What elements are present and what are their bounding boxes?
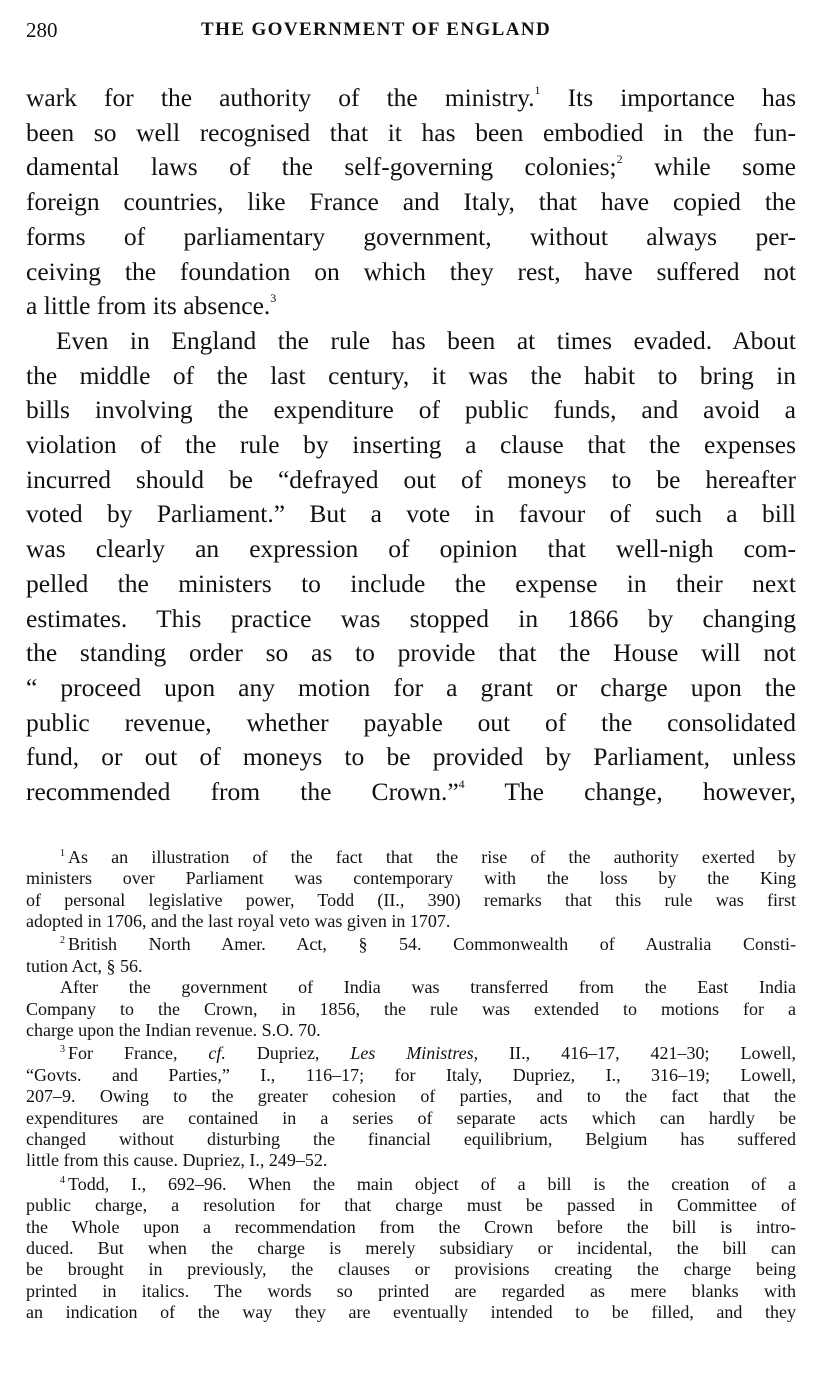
footnote-line: of personal legislative power, Todd (II., 390) remarks that this rule was first (26, 889, 796, 910)
footnote-marker: 4 (60, 1174, 65, 1186)
text-line: damental laws of the self-governing colonies;$^2$ while some (26, 152, 796, 182)
footnote-4 (26, 1174, 796, 1324)
footnote-line: an indication of the way they are eventually intended to be filled, and they (26, 1302, 796, 1323)
text-line: “ proceed upon any motion for a grant or charge upon the (26, 672, 796, 702)
text-line: incurred should be “defrayed out of moneys to be hereafter (26, 464, 796, 494)
footnote-ref-4: 4 (458, 777, 465, 792)
text-line: violation of the rule by inserting a clause that the expenses (26, 430, 796, 460)
text-line: voted by Parliament.” But a vote in favour of such a bill (26, 499, 796, 529)
text-line: Even in England the rule has been at times evaded. About (56, 325, 796, 355)
footnote-ref-1: 1 (534, 83, 541, 97)
footnote-1 (26, 847, 796, 933)
footnote-line: Company to the Crown, in 1856, the rule was extended to motions for a (26, 998, 796, 1019)
footnote-line: duced. But when the charge is merely subsidiary or incidental, the bill can (26, 1238, 796, 1259)
text-line: the middle of the last century, it was the habit to bring in (26, 360, 796, 390)
footnote-line: charge upon the Indian revenue. S.O. 70. (26, 1020, 321, 1041)
text-line: fund, or out of moneys to be provided by Parliament, unless (26, 742, 796, 772)
footnote-line: be brought in previously, the clauses or provisions creating the charge being (26, 1259, 796, 1280)
footnote-marker: 1 (60, 847, 65, 859)
text-line: been so well recognised that it has been embodied in the fun- (26, 117, 796, 147)
footnote-line: public charge, a resolution for that charge must be passed in Committee of (26, 1195, 796, 1216)
footnote-line: $^2$ British North Amer. Act, § 54. Commonwealth of Australia Consti- (60, 934, 796, 955)
footnote-ref-2: 2 (616, 152, 623, 167)
book-page (26, 14, 796, 1326)
text-line: a little from its absence.$^3$ (26, 291, 277, 321)
footnote-line: little from this cause. Dupriez, I., 249–52. (26, 1150, 328, 1171)
text-line: forms of parliamentary government, without always per- (26, 221, 796, 251)
running-head (26, 14, 796, 48)
text-line: foreign countries, like France and Italy, that have copied the (26, 187, 796, 217)
text-line: recommended from the Crown.”$^4$ The change, however, (26, 777, 796, 807)
text-line: public revenue, whether payable out of the consolidated (26, 707, 796, 737)
footnote-marker: 3 (60, 1044, 65, 1056)
footnote-line: After the government of India was transferred from the East India (60, 977, 796, 998)
text-line: wark for the authority of the ministry.$^1$ Its importance has (26, 83, 796, 112)
footnote-line: changed without disturbing the financial equilibrium, Belgium has suffered (26, 1129, 796, 1150)
footnotes (26, 847, 796, 1324)
footnote-ref-3: 3 (270, 291, 277, 306)
footnote-line: adopted in 1706, and the last royal veto was given in 1707. (26, 910, 451, 931)
footnote-line: tution Act, § 56. (26, 955, 143, 976)
text-line: was clearly an expression of opinion that well-nigh com- (26, 534, 796, 564)
running-title: THE GOVERNMENT OF ENGLAND (201, 19, 552, 40)
footnote-2 (26, 934, 796, 1041)
footnote-line: $^3$ For France, cf. Dupriez, Les Ministres, II., 416–17, 421–30; Lowell, (60, 1043, 796, 1064)
page-number: 280 (26, 18, 58, 42)
body-text (26, 81, 796, 810)
text-line: the standing order so as to provide that the House will not (26, 638, 796, 668)
text-line: ceiving the foundation on which they rest, have suffered not (26, 256, 796, 286)
footnote-marker: 2 (60, 935, 65, 947)
footnote-3 (26, 1043, 796, 1171)
footnote-line: 207–9. Owing to the greater cohesion of parties, and to the fact that the (26, 1086, 796, 1107)
footnote-line: $^1$ As an illustration of the fact that the rise of the authority exerted by (60, 846, 796, 867)
footnote-line: printed in italics. The words so printed are regarded as mere blanks with (26, 1280, 796, 1301)
text-line: pelled the ministers to include the expense in their next (26, 568, 796, 598)
text-line: bills involving the expenditure of public funds, and avoid a (26, 395, 796, 425)
footnote-line: $^4$ Todd, I., 692–96. When the main object of a bill is the creation of a (60, 1173, 796, 1194)
footnote-line: ministers over Parliament was contemporary with the loss by the King (26, 868, 796, 889)
footnote-line: “Govts. and Parties,” I., 116–17; for Italy, Dupriez, I., 316–19; Lowell, (26, 1064, 796, 1085)
text-line: estimates. This practice was stopped in 1866 by changing (26, 603, 796, 633)
footnote-line: the Whole upon a recommendation from the Crown before the bill is intro- (26, 1216, 796, 1237)
footnote-line: expenditures are contained in a series of separate acts which can hardly be (26, 1107, 796, 1128)
